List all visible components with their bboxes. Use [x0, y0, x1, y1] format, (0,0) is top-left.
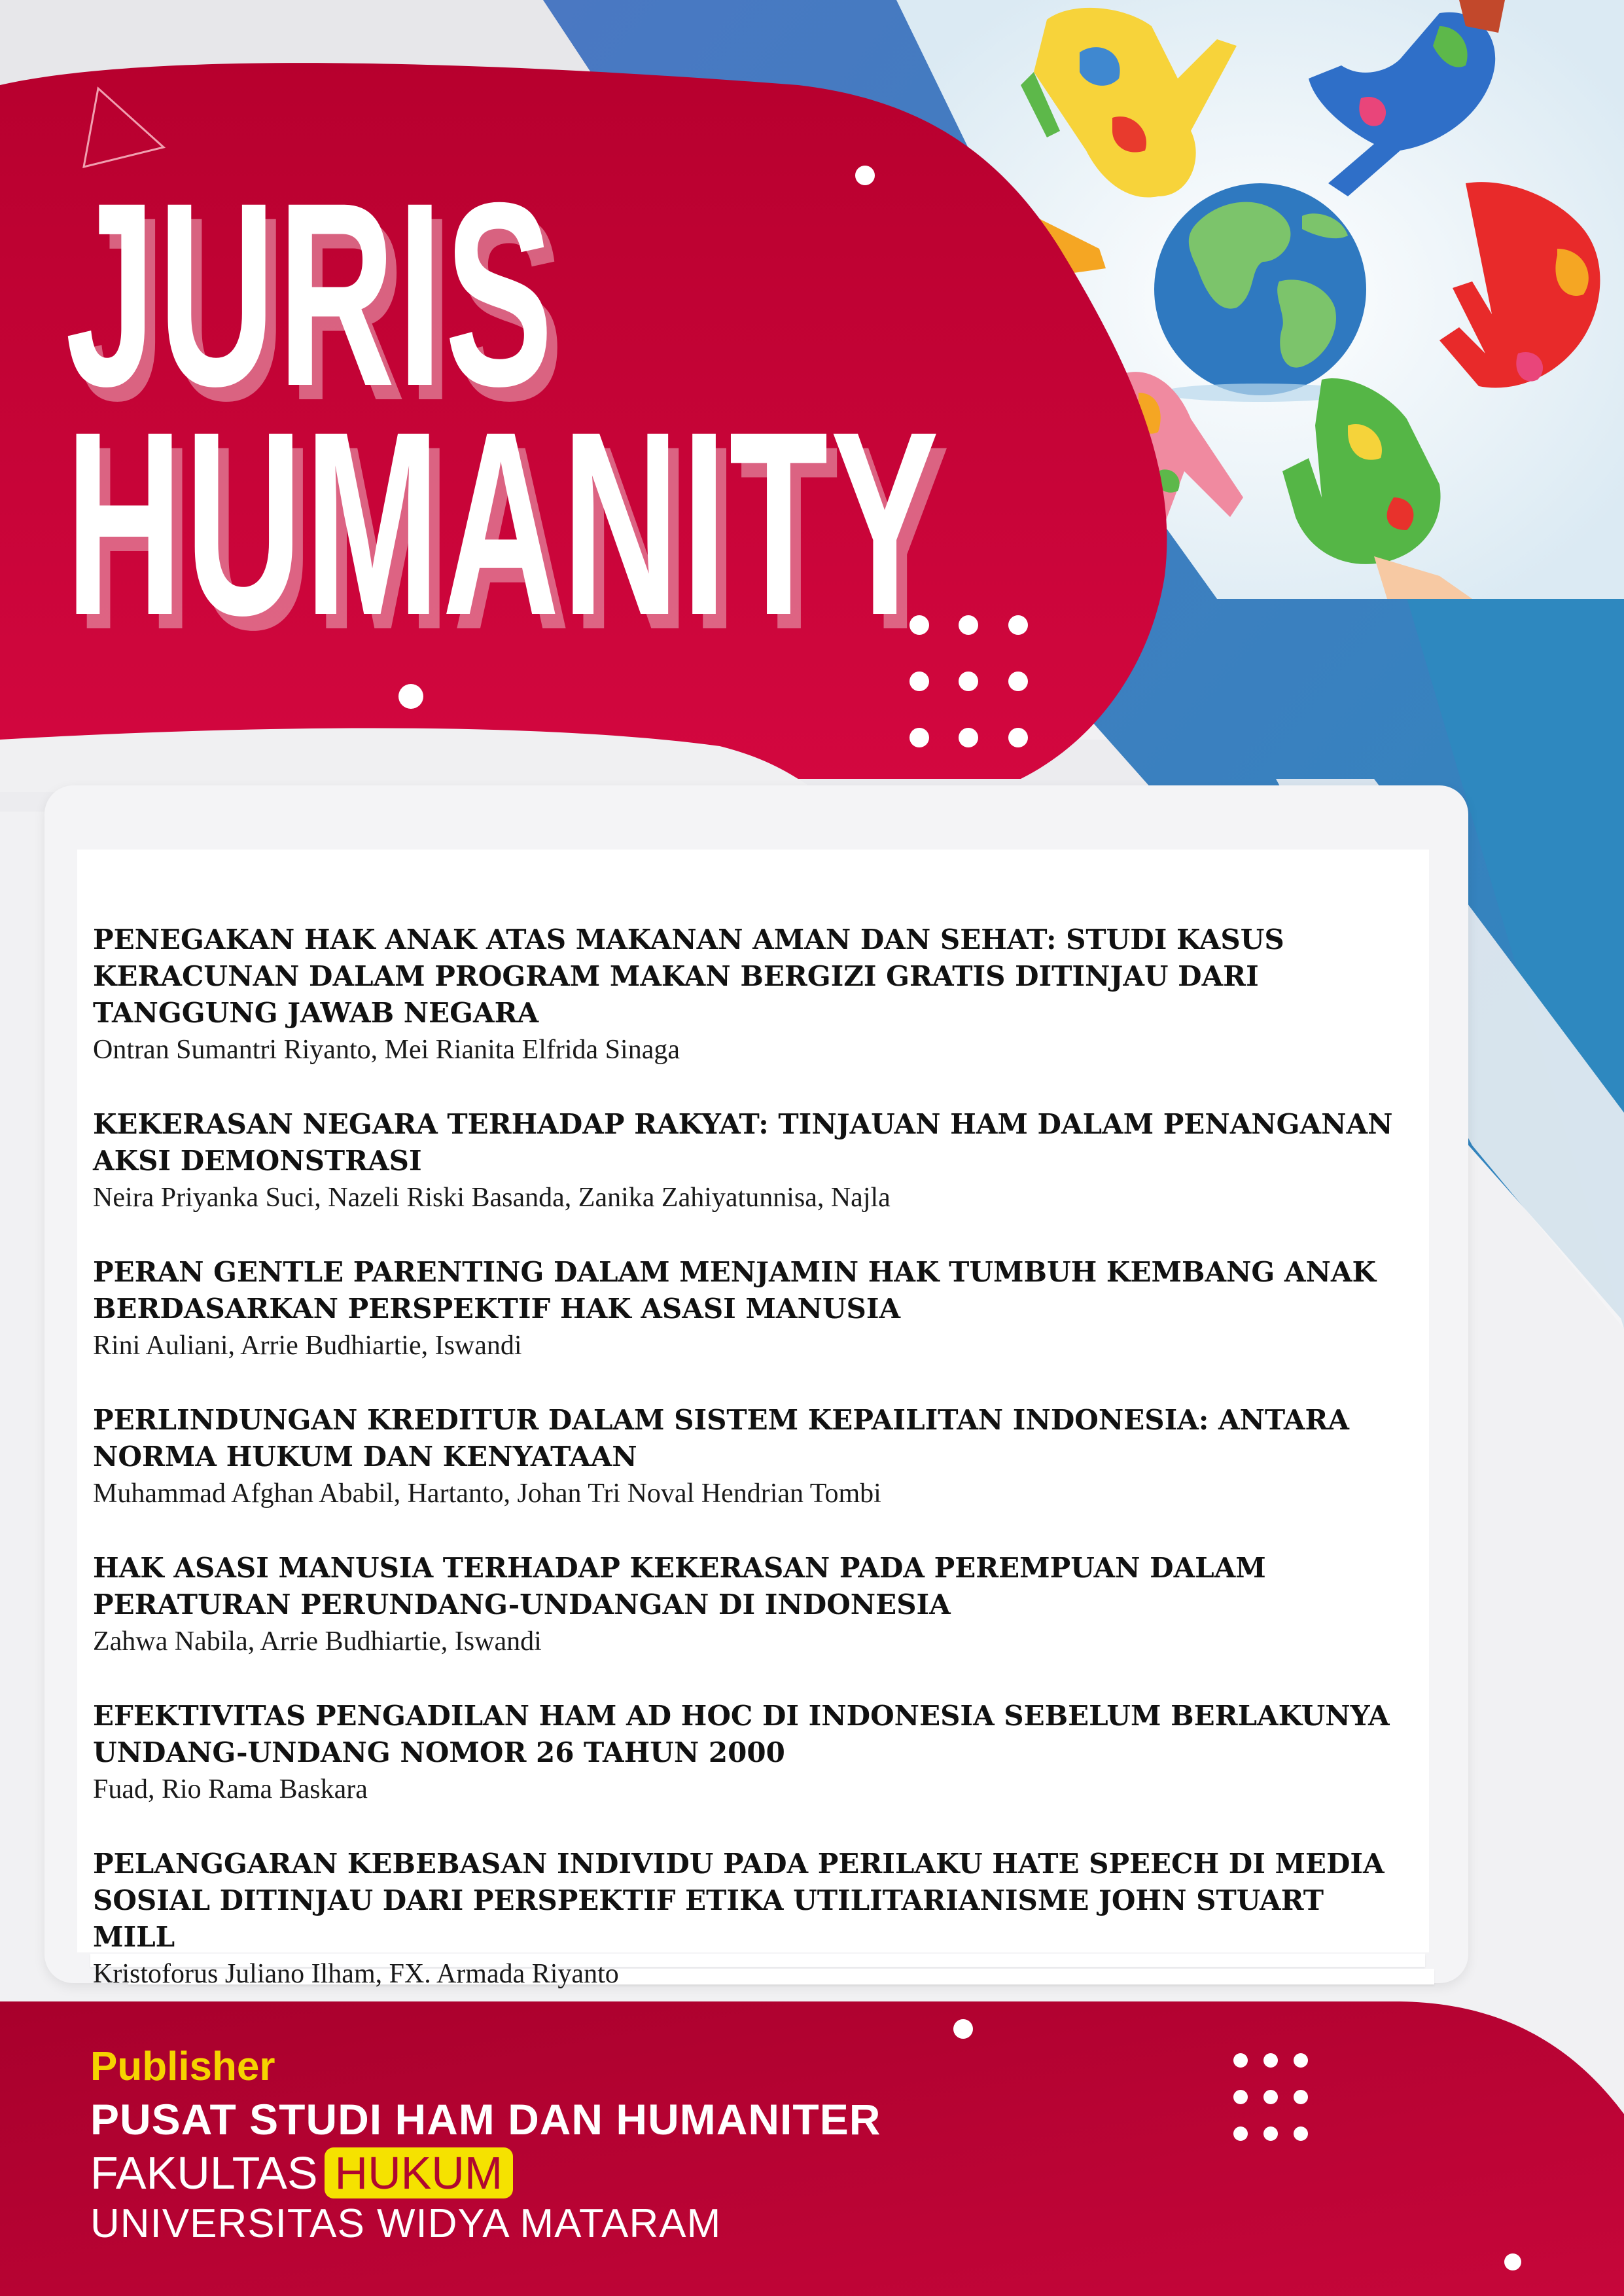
article-title: PENEGAKAN HAK ANAK ATAS MAKANAN AMAN DAN SEHAT: STUDI KASUS KERACUNAN DALAM PROGRAM MAKAN BERGIZI GRATIS DITINJAU DARI TANGGUNG JAWAB NEGARA — [93, 924, 1284, 1029]
article-title: HAK ASASI MANUSIA TERHADAP KEKERASAN PADA PEREMPUAN DALAM PERATURAN PERUNDANG-UNDANGAN DI INDONESIA — [93, 1552, 1266, 1621]
article-title: KEKERASAN NEGARA TERHADAP RAKYAT: TINJAUAN HAM DALAM PENANGANAN AKSI DEMONSTRASI — [93, 1108, 1393, 1177]
publisher-name: PUSAT STUDI HAM DAN HUMANITER — [90, 2095, 881, 2144]
article-authors: Kristoforus Juliano Ilham, FX. Armada Riyanto — [93, 1959, 619, 1989]
article-title: PELANGGARAN KEBEBASAN INDIVIDU PADA PERILAKU HATE SPEECH DI MEDIA SOSIAL DITINJAU DARI PERSPEKTIF ETIKA UTILITARIANISME JOHN STUART MILL — [93, 1848, 1385, 1953]
article-authors: Muhammad Afghan Ababil, Hartanto, Johan Tri Noval Hendrian Tombi — [93, 1479, 881, 1509]
article-authors: Rini Auliani, Arrie Budhiartie, Iswandi — [93, 1331, 522, 1361]
article-entry — [93, 1106, 1395, 1216]
article-list — [93, 922, 1395, 2030]
publisher-label: Publisher — [90, 2044, 275, 2089]
faculty-highlight: HUKUM — [325, 2147, 514, 2198]
article-authors: Neira Priyanka Suci, Nazeli Riski Basanda, Zanika Zahiyatunnisa, Najla — [93, 1183, 891, 1213]
faculty-line — [90, 2147, 513, 2199]
article-authors: Zahwa Nabila, Arrie Budhiartie, Iswandi — [93, 1626, 542, 1657]
article-entry — [93, 1550, 1395, 1660]
article-entry — [93, 1254, 1395, 1364]
journal-title-line1: JURIS — [65, 148, 556, 440]
university-name: UNIVERSITAS WIDYA MATARAM — [90, 2201, 722, 2246]
article-title: EFEKTIVITAS PENGADILAN HAM AD HOC DI INDONESIA SEBELUM BERLAKUNYA UNDANG-UNDANG NOMOR 26 TAHUN 2000 — [93, 1700, 1390, 1768]
article-authors: Fuad, Rio Rama Baskara — [93, 1774, 368, 1804]
article-entry — [93, 1698, 1395, 1808]
faculty-prefix: FAKULTAS — [90, 2147, 318, 2198]
article-entry — [93, 1846, 1395, 1992]
article-title: PERLINDUNGAN KREDITUR DALAM SISTEM KEPAILITAN INDONESIA: ANTARA NORMA HUKUM DAN KENYATAAN — [93, 1404, 1349, 1473]
article-authors: Ontran Sumantri Riyanto, Mei Rianita Elfrida Sinaga — [93, 1035, 680, 1065]
journal-title-line2: HUMANITY — [65, 377, 942, 670]
article-entry — [93, 1402, 1395, 1512]
article-entry — [93, 922, 1395, 1068]
article-title: PERAN GENTLE PARENTING DALAM MENJAMIN HAK TUMBUH KEMBANG ANAK BERDASARKAN PERSPEKTIF HAK ASASI MANUSIA — [93, 1256, 1376, 1325]
